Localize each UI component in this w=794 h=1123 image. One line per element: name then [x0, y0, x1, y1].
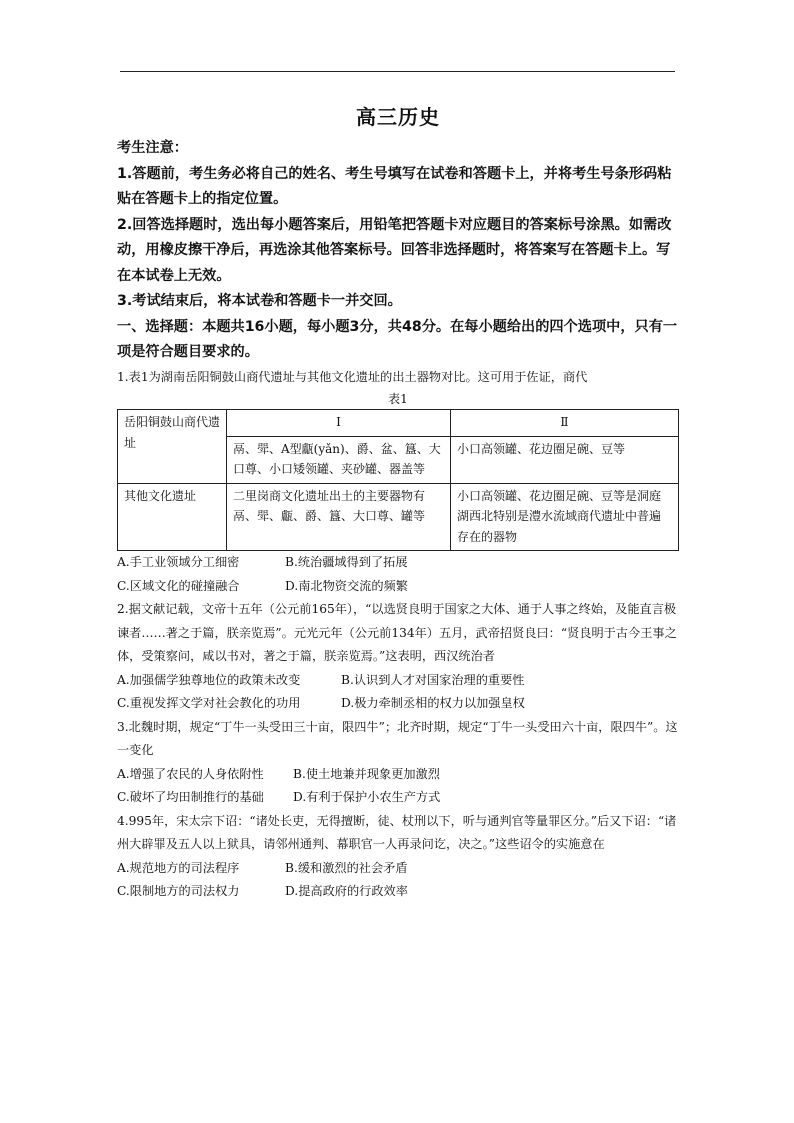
option-d[interactable]: D.南北物资交流的频繁	[285, 578, 408, 593]
options-row	[117, 786, 679, 810]
notice-item-2: 2.回答选择题时，选出每小题答案后，用铅笔把答题卡对应题目的答案标号涂黑。如需改动，用橡皮擦干净后，再选涂其他答案标号。回答非选择题时，将答案写在答题卡上。写在本试卷上无效。	[117, 216, 672, 284]
options-row	[117, 669, 679, 693]
option-c[interactable]: C.限制地方的司法权力	[117, 884, 240, 898]
option-d[interactable]: D.提高政府的行政效率	[285, 884, 408, 898]
notice-item-1: 1.答题前，考生务必将自己的姓名、考生号填写在试卷和答题卡上，并将考生号条形码粘贴在答题卡上的指定位置。	[117, 165, 672, 207]
question-2-stem: 2.据文献记载，文帝十五年（公元前165年），“以选贤良明于国家之大体、通于人事之终始，及能直言极谏者……著之于篇，朕亲览焉”。元光元年（公元前134年）五月，武帝招贤良曰：“贤良明于古今王事之体，受策察问，咸以书对，著之于篇，朕亲览焉。”这表明，西汉统治者	[117, 602, 677, 663]
table-cell: 鬲、斝、A型甗(yǎn)、爵、盆、簋、大口尊、小口矮领罐、夹砂罐、器盖等	[227, 436, 451, 483]
page-title: 高三历史	[356, 105, 440, 129]
table-header-cell: Ⅰ	[227, 410, 451, 437]
option-a[interactable]: A.规范地方的司法程序	[117, 860, 240, 875]
table-header-cell: Ⅱ	[451, 410, 679, 437]
option-a[interactable]: A.手工业领域分工细密	[117, 555, 240, 569]
option-b[interactable]: B.统治疆域得到了拓展	[285, 555, 408, 569]
top-rule	[120, 71, 675, 72]
question-4-stem: 4.995年，宋太宗下诏：“诸处长吏，无得擅断，徒、杖刑以下，听与通判官等量罪区分。”后又下诏：“诸州大辟罪及五人以上狱具，请邻州通判、幕职官一人再录问讫，决之。”这些诏令的实施意在	[117, 813, 677, 851]
notice-heading: 考生注意：	[117, 140, 188, 156]
table-cell: 小口高领罐、花边圈足碗、豆等是洞庭湖西北特别是澧水流域商代遗址中普遍存在的器物	[451, 483, 679, 551]
option-d[interactable]: D.有利于保护小农生产方式	[293, 790, 441, 804]
comparison-table	[117, 409, 679, 551]
table-cell: 小口高领罐、花边圈足碗、豆等	[451, 436, 679, 483]
option-c[interactable]: C.区域文化的碰撞融合	[117, 578, 240, 593]
option-b[interactable]: B.使土地兼并现象更加激烈	[293, 766, 440, 781]
options-row	[117, 857, 679, 881]
options-row	[117, 763, 679, 787]
table-header-row	[118, 410, 679, 437]
question-3-stem: 3.北魏时期，规定“丁牛一头受田三十亩，限四牛”；北齐时期，规定“丁牛一头受田六十亩，限四牛”。这一变化	[117, 719, 678, 757]
option-d[interactable]: D.极力牵制丞相的权力以加强皇权	[341, 696, 525, 710]
option-b[interactable]: B.认识到人才对国家治理的重要性	[341, 672, 525, 687]
options-row	[117, 692, 679, 716]
table-cell: 二里岗商文化遗址出土的主要器物有鬲、斝、甗、爵、簋、大口尊、罐等	[227, 483, 451, 551]
option-a[interactable]: A.增强了农民的人身依附性	[117, 766, 264, 781]
question-1-stem: 1.表1为湖南岳阳铜鼓山商代遗址与其他文化遗址的出土器物对比。这可用于佐证，商代	[117, 369, 588, 384]
option-c[interactable]: C.破坏了均田制推行的基础	[117, 790, 264, 804]
option-c[interactable]: C.重视发挥文学对社会教化的功用	[117, 696, 301, 710]
exam-page	[117, 100, 679, 904]
options-row	[117, 880, 679, 904]
option-a[interactable]: A.加强儒学独尊地位的政策未改变	[117, 672, 301, 687]
table-cell: 岳阳铜鼓山商代遗址	[118, 410, 227, 484]
options-row	[117, 575, 679, 599]
option-b[interactable]: B.缓和激烈的社会矛盾	[285, 860, 408, 875]
table-row	[118, 483, 679, 551]
notice-item-3: 3.考试结束后，将本试卷和答题卡一并交回。	[117, 293, 402, 309]
table-cell: 其他文化遗址	[118, 483, 227, 551]
section-heading: 一、选择题：本题共16小题，每小题3分，共48分。在每小题给出的四个选项中，只有一项是符合题目要求的。	[117, 318, 678, 360]
options-row	[117, 551, 679, 575]
table-caption: 表1	[388, 392, 408, 406]
